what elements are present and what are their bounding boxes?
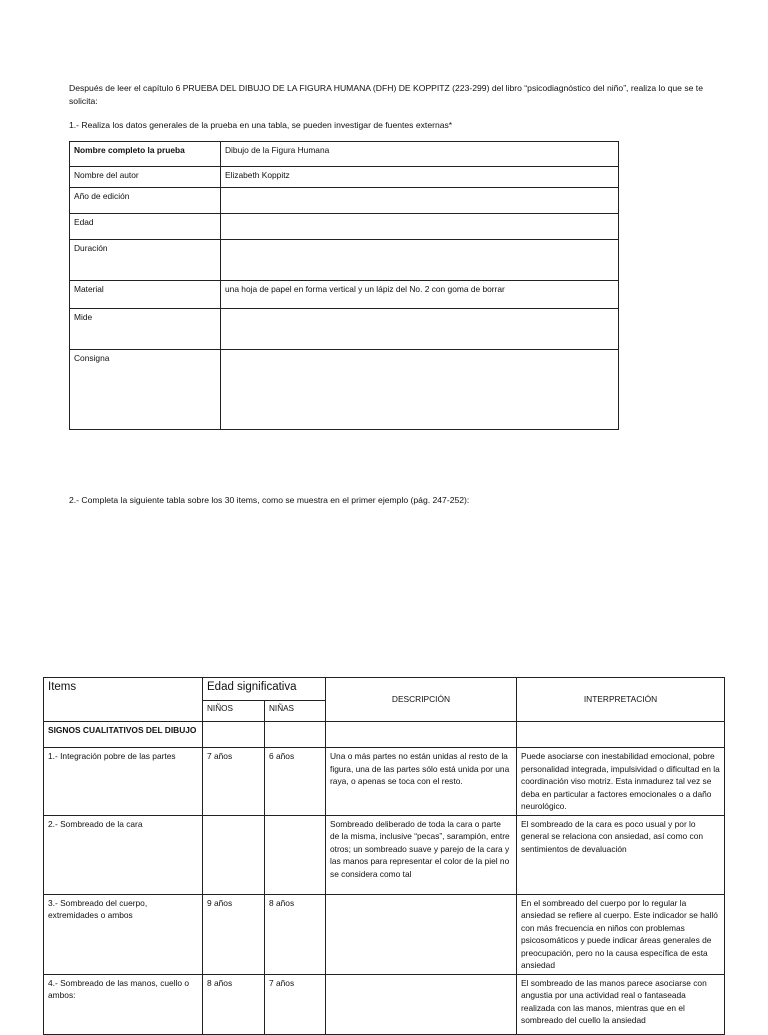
question-2: 2.- Completa la siguiente tabla sobre los 30 items, como se muestra en el primer ejemplo (pág. 247-252): [69,495,470,505]
item-interpretacion: El sombreado de la cara es poco usual y por lo general se relaciona con ansiedad, así como con sentimientos de devaluación [517,815,725,894]
item-ninos [203,815,265,894]
row-label: Nombre del autor [70,167,221,188]
item-interpretacion: El sombreado de las manos parece asociarse con angustia por una actividad real o fantaseada realizada con las manos, mientras que en el sombreado del cuello la ansiedad [517,974,725,1034]
header-ninas: NIÑAS [265,701,326,722]
table-row [44,894,725,974]
header-edad-significativa: Edad significativa [203,678,326,701]
item-name: 1.- Integración pobre de las partes [44,748,203,816]
item-descripcion: Sombreado deliberado de toda la cara o parte de la misma, inclusive “pecas”, sarampión, entre otros; un sombreado suave y parejo de la cara y las manos para representar el color de la piel no se considera como tal [326,815,517,894]
row-value [221,309,619,350]
item-descripcion [326,974,517,1034]
section-title: SIGNOS CUALITATIVOS DEL DIBUJO [44,722,203,748]
item-name: 2.- Sombreado de la cara [44,815,203,894]
header-row [44,678,725,701]
row-label: Nombre completo la prueba [70,142,221,167]
table-row [44,748,725,816]
row-value: Dibujo de la Figura Humana [221,142,619,167]
item-descripcion [326,894,517,974]
item-interpretacion: Puede asociarse con inestabilidad emocional, pobre personalidad integrada, impulsividad o dificultad en la coordinación viso motriz. Esta inmadurez tal vez se deba en particular a factores emocionales o a daño neurológico. [517,748,725,816]
table-row [70,142,619,167]
item-descripcion: Una o más partes no están unidas al resto de la figura, una de las partes sólo está unida por una raya, o apenas se toca con el resto. [326,748,517,816]
row-value [221,214,619,240]
general-data-table [69,141,619,430]
row-value [221,188,619,214]
row-value: Elizabeth Koppitz [221,167,619,188]
table-row [70,309,619,350]
row-value [221,350,619,430]
item-ninos: 9 años [203,894,265,974]
item-ninas: 6 años [265,748,326,816]
question-1: 1.- Realiza los datos generales de la prueba en una tabla, se pueden investigar de fuentes externas* [69,120,453,130]
row-label: Año de edición [70,188,221,214]
table-row [70,214,619,240]
item-ninos: 7 años [203,748,265,816]
header-items: Items [44,678,203,722]
item-ninas: 7 años [265,974,326,1034]
header-descripcion: DESCRIPCIÓN [326,678,517,722]
table-row [70,188,619,214]
row-label: Edad [70,214,221,240]
table-row [70,350,619,430]
table-row [44,815,725,894]
item-ninos: 8 años [203,974,265,1034]
table-row [70,281,619,309]
row-label: Duración [70,240,221,281]
table-row [70,167,619,188]
item-interpretacion: En el sombreado del cuerpo por lo regular la ansiedad se refiere al cuerpo. Este indicador se halló con más frecuencia en niños con problemas psicosomáticos y puede indicar áreas generales de preocupación, pero no la causa específica de esta ansiedad [517,894,725,974]
table-row [70,240,619,281]
item-ninas [265,815,326,894]
table-row [44,974,725,1034]
row-value [221,240,619,281]
section-row [44,722,725,748]
header-interpretacion: INTERPRETACIÓN [517,678,725,722]
row-label: Consigna [70,350,221,430]
item-name: 3.- Sombreado del cuerpo, extremidades o ambos [44,894,203,974]
items-table [43,677,725,1035]
row-value: una hoja de papel en forma vertical y un lápiz del No. 2 con goma de borrar [221,281,619,309]
header-ninos: NIÑOS [203,701,265,722]
row-label: Material [70,281,221,309]
row-label: Mide [70,309,221,350]
instructions-intro: Después de leer el capítulo 6 PRUEBA DEL DIBUJO DE LA FIGURA HUMANA (DFH) DE KOPPITZ (223-299) del libro “psicodiagnóstico del niño”, realiza lo que se te solicita: [69,83,703,106]
item-name: 4.- Sombreado de las manos, cuello o ambos: [44,974,203,1034]
item-ninas: 8 años [265,894,326,974]
